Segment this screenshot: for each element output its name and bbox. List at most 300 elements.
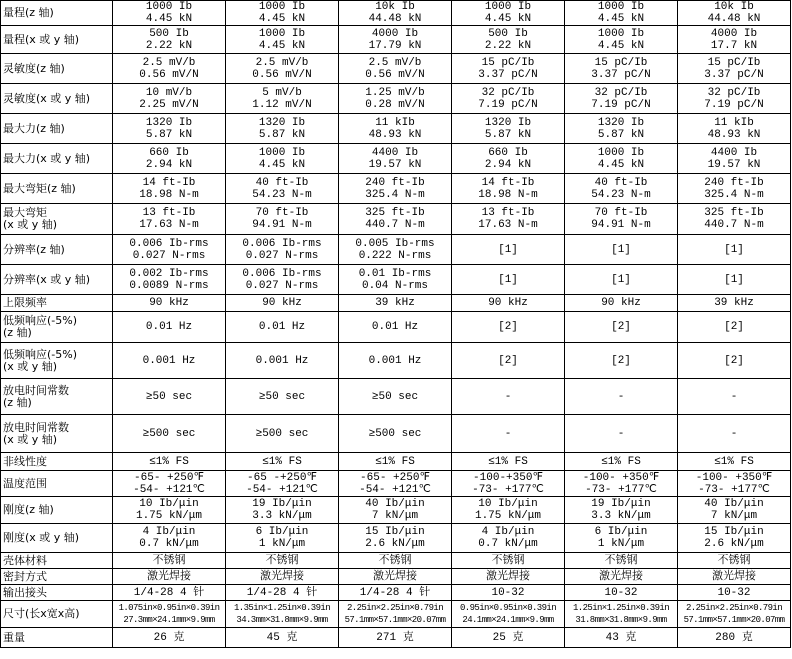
table-cell: [226, 144, 339, 174]
table-cell: [678, 585, 791, 601]
cell-value-line: 10-32: [491, 586, 525, 599]
cell-value-line: 40 Ib/μin: [704, 498, 764, 510]
row-label-line: 放电时间常数: [3, 383, 69, 397]
table-row: [1, 174, 791, 204]
cell-value-line: 3.37 pC/N: [591, 68, 651, 81]
cell-value-line: 325 ft-Ib: [704, 207, 764, 219]
cell-value-line: 1320 Ib: [258, 116, 306, 129]
row-label: [1, 453, 113, 471]
table-row: [1, 114, 791, 144]
cell-value-line: 19.57 kN: [368, 158, 422, 171]
table-cell: [226, 471, 339, 497]
table-cell: [113, 569, 226, 585]
cell-value-line: 18.98 N-m: [478, 188, 538, 201]
cell-value-line: 6 Ib/μin: [255, 526, 309, 538]
cell-value-line: 94.91 N-m: [591, 219, 651, 231]
cell-value-line: 0.002 Ib-rms: [129, 267, 209, 280]
table-cell: [678, 601, 791, 628]
row-label-line: 放电时间常数: [3, 420, 69, 434]
row-label-line: 刚度(z 轴): [3, 503, 54, 516]
cell-value-line: [2]: [611, 354, 631, 367]
cell-value-line: [2]: [611, 321, 631, 333]
cell-value-line: 1/4-28 4 针: [359, 586, 431, 599]
cell-value-line: 44.48 kN: [707, 13, 761, 25]
specification-table-body: [1, 1, 791, 648]
cell-value-line: 3.37 pC/N: [478, 68, 538, 81]
cell-value-line: 325 ft-Ib: [365, 207, 425, 219]
table-row: [1, 312, 791, 343]
table-cell: [226, 569, 339, 585]
table-cell: [113, 84, 226, 114]
row-label: [1, 174, 113, 204]
table-cell: [678, 497, 791, 524]
cell-value-line: 4.45 kN: [597, 158, 645, 171]
cell-value-line: ≥50 sec: [258, 390, 306, 403]
cell-value-line: 2.25in×2.25in×0.79in: [346, 603, 444, 613]
row-label-line: 刚度(x 或 y 轴): [3, 531, 80, 544]
cell-value-line: 271 克: [376, 631, 414, 644]
cell-value-line: 31.8mm×31.8mm×9.9mm: [575, 615, 667, 625]
table-cell: [113, 415, 226, 453]
table-cell: [339, 628, 452, 648]
table-cell: [339, 84, 452, 114]
table-row: [1, 265, 791, 295]
table-cell: [226, 524, 339, 553]
row-label-line: 壳体材料: [3, 553, 47, 567]
table-cell: [113, 471, 226, 497]
table-cell: [226, 84, 339, 114]
cell-value-line: 17.63 N-m: [478, 219, 538, 231]
row-label: [1, 26, 113, 54]
cell-value-line: 90 kHz: [149, 297, 189, 309]
cell-value-line: 1000 Ib: [258, 27, 306, 40]
cell-value-line: 2.25 mV/N: [139, 98, 199, 111]
table-cell: [113, 497, 226, 524]
cell-value-line: 11 kIb: [375, 116, 415, 129]
cell-value-line: 1000 Ib: [597, 1, 645, 13]
cell-value-line: -: [504, 390, 512, 403]
cell-value-line: 2.6 kN/μm: [365, 538, 425, 550]
table-cell: [452, 312, 565, 343]
cell-value-line: 26 克: [153, 631, 185, 644]
cell-value-line: ≥500 sec: [368, 427, 422, 440]
cell-value-line: 19 Ib/μin: [591, 498, 651, 510]
cell-value-line: -73- +177℃: [698, 483, 770, 496]
cell-value-line: 2.6 kN/μm: [704, 538, 764, 550]
cell-value-line: 不锈钢: [604, 554, 638, 567]
cell-value-line: 44.48 kN: [368, 13, 422, 25]
table-cell: [226, 265, 339, 295]
row-label-line: 密封方式: [3, 569, 47, 583]
table-cell: [226, 585, 339, 601]
table-cell: [565, 26, 678, 54]
cell-value-line: 1.25in×1.25in×0.39in: [572, 603, 670, 613]
table-cell: [565, 553, 678, 569]
row-label: [1, 471, 113, 497]
table-cell: [452, 204, 565, 235]
row-label: [1, 343, 113, 379]
table-cell: [678, 628, 791, 648]
table-row: [1, 471, 791, 497]
cell-value-line: 90 kHz: [262, 297, 302, 309]
table-cell: [452, 265, 565, 295]
cell-value-line: [2]: [724, 354, 744, 367]
cell-value-line: -54- +121℃: [359, 483, 431, 496]
cell-value-line: [2]: [498, 354, 518, 367]
cell-value-line: 13 ft-Ib: [481, 207, 535, 219]
cell-value-line: 40 ft-Ib: [255, 176, 309, 189]
table-cell: [678, 1, 791, 26]
cell-value-line: 激光焊接: [486, 570, 530, 583]
cell-value-line: 5.87 kN: [145, 128, 193, 141]
cell-value-line: 不锈钢: [491, 554, 525, 567]
table-cell: [339, 553, 452, 569]
cell-value-line: 7.19 pC/N: [478, 98, 538, 111]
cell-value-line: 0.01 Hz: [371, 321, 419, 333]
cell-value-line: 0.28 mV/N: [365, 98, 425, 111]
cell-value-line: 激光焊接: [712, 570, 756, 583]
table-cell: [678, 295, 791, 312]
row-label: [1, 1, 113, 26]
cell-value-line: 660 Ib: [149, 146, 189, 159]
cell-value-line: 2.5 mV/b: [368, 56, 422, 69]
table-cell: [565, 235, 678, 265]
cell-value-line: 6 Ib/μin: [594, 526, 648, 538]
row-label: [1, 601, 113, 628]
cell-value-line: 1/4-28 4 针: [246, 586, 318, 599]
cell-value-line: 0.001 Hz: [368, 354, 422, 367]
cell-value-line: 4.45 kN: [597, 13, 645, 25]
cell-value-line: 1.75 kN/μm: [135, 510, 202, 522]
table-cell: [226, 1, 339, 26]
table-cell: [678, 54, 791, 84]
cell-value-line: 不锈钢: [717, 554, 751, 567]
table-cell: [339, 585, 452, 601]
table-cell: [113, 628, 226, 648]
table-cell: [113, 601, 226, 628]
cell-value-line: 440.7 N-m: [704, 219, 764, 231]
table-cell: [113, 174, 226, 204]
table-cell: [452, 235, 565, 265]
table-cell: [452, 379, 565, 415]
cell-value-line: 13 ft-Ib: [142, 207, 196, 219]
cell-value-line: 1.12 mV/N: [252, 98, 312, 111]
cell-value-line: 激光焊接: [147, 570, 191, 583]
table-cell: [452, 26, 565, 54]
cell-value-line: 500 Ib: [488, 27, 528, 40]
cell-value-line: 1.35in×1.25in×0.39in: [233, 603, 331, 613]
table-row: [1, 569, 791, 585]
cell-value-line: [1]: [724, 273, 744, 286]
row-label: [1, 585, 113, 601]
cell-value-line: 325.4 N-m: [365, 188, 425, 201]
row-label: [1, 524, 113, 553]
cell-value-line: 90 kHz: [488, 297, 528, 309]
table-cell: [113, 144, 226, 174]
cell-value-line: -54- +121℃: [246, 483, 318, 496]
cell-value-line: 15 pC/Ib: [707, 56, 761, 69]
row-label-line: 灵敏度(x 或 y 轴): [3, 91, 91, 105]
table-cell: [339, 601, 452, 628]
cell-value-line: 2.94 kN: [145, 158, 193, 171]
cell-value-line: 500 Ib: [149, 27, 189, 40]
table-row: [1, 628, 791, 648]
cell-value-line: 3.3 kN/μm: [591, 510, 651, 522]
cell-value-line: 不锈钢: [152, 554, 186, 567]
cell-value-line: 1320 Ib: [145, 116, 193, 129]
cell-value-line: 4.45 kN: [258, 158, 306, 171]
table-cell: [113, 1, 226, 26]
table-cell: [339, 26, 452, 54]
cell-value-line: 15 Ib/μin: [704, 526, 764, 538]
table-cell: [678, 144, 791, 174]
table-cell: [226, 628, 339, 648]
cell-value-line: 2.25in×2.25in×0.79in: [685, 603, 783, 613]
cell-value-line: 4400 Ib: [371, 146, 419, 159]
table-cell: [226, 553, 339, 569]
table-cell: [226, 54, 339, 84]
cell-value-line: 40 ft-Ib: [594, 176, 648, 189]
table-row: [1, 601, 791, 628]
table-cell: [678, 84, 791, 114]
cell-value-line: -73- +177℃: [472, 483, 544, 496]
cell-value-line: [1]: [498, 273, 518, 286]
table-cell: [452, 174, 565, 204]
row-label: [1, 295, 113, 312]
table-cell: [565, 84, 678, 114]
table-cell: [452, 601, 565, 628]
cell-value-line: -54- +121℃: [133, 483, 205, 496]
cell-value-line: -100-+350℉: [473, 471, 543, 484]
table-cell: [339, 379, 452, 415]
cell-value-line: [1]: [498, 243, 518, 256]
table-cell: [452, 54, 565, 84]
cell-value-line: 1320 Ib: [597, 116, 645, 129]
cell-value-line: 0.95in×0.95in×0.39in: [459, 603, 557, 613]
cell-value-line: 0.027 N-rms: [132, 249, 206, 262]
table-cell: [565, 415, 678, 453]
cell-value-line: 0.006 Ib-rms: [242, 237, 322, 250]
table-cell: [226, 343, 339, 379]
cell-value-line: 2.5 mV/b: [142, 56, 196, 69]
cell-value-line: 19 Ib/μin: [252, 498, 312, 510]
table-cell: [113, 524, 226, 553]
cell-value-line: 0.56 mV/N: [365, 68, 425, 81]
cell-value-line: 7 kN/μm: [371, 510, 419, 522]
cell-value-line: [1]: [611, 273, 631, 286]
cell-value-line: 1.075in×0.95in×0.39in: [118, 603, 220, 613]
table-cell: [339, 204, 452, 235]
table-cell: [678, 26, 791, 54]
cell-value-line: 1000 Ib: [145, 1, 193, 13]
row-label-line: 最大力(z 轴): [3, 121, 65, 135]
row-label-line: (z 轴): [3, 326, 32, 339]
table-cell: [339, 54, 452, 84]
cell-value-line: 7.19 pC/N: [704, 98, 764, 111]
cell-value-line: 17.79 kN: [368, 39, 422, 52]
cell-value-line: 0.01 Hz: [258, 321, 306, 333]
cell-value-line: 0.027 N-rms: [245, 249, 319, 262]
table-cell: [226, 379, 339, 415]
table-row: [1, 453, 791, 471]
table-row: [1, 144, 791, 174]
cell-value-line: 14 ft-Ib: [481, 176, 535, 189]
table-cell: [678, 524, 791, 553]
cell-value-line: -65- +250℉: [134, 471, 204, 484]
cell-value-line: 10k Ib: [714, 1, 754, 13]
row-label: [1, 569, 113, 585]
row-label-line: 尺寸(长x宽x高): [3, 607, 80, 620]
table-cell: [565, 628, 678, 648]
table-cell: [565, 174, 678, 204]
table-cell: [339, 453, 452, 471]
cell-value-line: 0.7 kN/μm: [478, 538, 538, 550]
table-cell: [113, 54, 226, 84]
cell-value-line: 4.45 kN: [484, 13, 532, 25]
cell-value-line: 70 ft-Ib: [255, 207, 309, 219]
cell-value-line: 1000 Ib: [258, 1, 306, 13]
cell-value-line: 325.4 N-m: [704, 188, 764, 201]
row-label-line: 温度范围: [3, 476, 47, 490]
cell-value-line: -: [504, 427, 512, 440]
cell-value-line: ≤1% FS: [149, 455, 189, 468]
cell-value-line: 19.57 kN: [707, 158, 761, 171]
cell-value-line: 34.3mm×31.8mm×9.9mm: [236, 615, 328, 625]
table-row: [1, 235, 791, 265]
cell-value-line: 4.45 kN: [258, 13, 306, 25]
table-cell: [678, 379, 791, 415]
table-cell: [678, 235, 791, 265]
table-cell: [678, 553, 791, 569]
row-label-line: 输出接头: [3, 585, 47, 599]
cell-value-line: 17.7 kN: [710, 39, 758, 52]
row-label-line: 分辨率(z 轴): [3, 242, 65, 256]
cell-value-line: ≥50 sec: [145, 390, 193, 403]
cell-value-line: 15 pC/Ib: [594, 56, 648, 69]
cell-value-line: 激光焊接: [599, 570, 643, 583]
cell-value-line: 2.22 kN: [145, 39, 193, 52]
row-label-line: 上限频率: [3, 296, 47, 309]
cell-value-line: 0.7 kN/μm: [139, 538, 199, 550]
table-cell: [113, 26, 226, 54]
table-cell: [226, 601, 339, 628]
row-label-line: 量程(z 轴): [3, 6, 54, 19]
table-cell: [113, 265, 226, 295]
table-cell: [452, 84, 565, 114]
cell-value-line: 10 Ib/μin: [139, 498, 199, 510]
cell-value-line: 0.001 Hz: [255, 354, 309, 367]
table-cell: [452, 415, 565, 453]
cell-value-line: 10-32: [604, 586, 638, 599]
row-label-line: 分辨率(x 或 y 轴): [3, 272, 91, 286]
table-cell: [113, 453, 226, 471]
table-cell: [678, 569, 791, 585]
cell-value-line: 0.005 Ib-rms: [355, 237, 435, 250]
table-cell: [565, 497, 678, 524]
table-cell: [565, 204, 678, 235]
table-cell: [565, 585, 678, 601]
table-cell: [565, 295, 678, 312]
table-row: [1, 204, 791, 235]
cell-value-line: 40 Ib/μin: [365, 498, 425, 510]
cell-value-line: -: [730, 427, 738, 440]
table-cell: [339, 114, 452, 144]
row-label: [1, 114, 113, 144]
cell-value-line: 240 ft-Ib: [704, 176, 764, 189]
table-row: [1, 497, 791, 524]
cell-value-line: -: [617, 427, 625, 440]
cell-value-line: 27.3mm×24.1mm×9.9mm: [123, 615, 215, 625]
table-cell: [452, 114, 565, 144]
cell-value-line: 660 Ib: [488, 146, 528, 159]
cell-value-line: ≥500 sec: [255, 427, 309, 440]
row-label: [1, 415, 113, 453]
table-cell: [678, 265, 791, 295]
row-label-line: (x 或 y 轴): [3, 432, 58, 446]
cell-value-line: ≤1% FS: [375, 455, 415, 468]
cell-value-line: ≥500 sec: [142, 427, 196, 440]
table-cell: [113, 295, 226, 312]
cell-value-line: 32 pC/Ib: [594, 86, 648, 99]
table-cell: [339, 144, 452, 174]
row-label-line: 灵敏度(z 轴): [3, 61, 65, 75]
cell-value-line: 10 mV/b: [145, 86, 193, 99]
table-cell: [339, 524, 452, 553]
cell-value-line: ≤1% FS: [601, 455, 641, 468]
table-cell: [565, 601, 678, 628]
cell-value-line: 45 克: [266, 631, 298, 644]
cell-value-line: 2.94 kN: [484, 158, 532, 171]
cell-value-line: 57.1mm×57.1mm×20.07mm: [683, 615, 785, 625]
cell-value-line: 54.23 N-m: [252, 188, 312, 201]
cell-value-line: [1]: [724, 243, 744, 256]
table-cell: [113, 235, 226, 265]
cell-value-line: -73- +177℃: [585, 483, 657, 496]
cell-value-line: 17.63 N-m: [139, 219, 199, 231]
table-cell: [339, 415, 452, 453]
cell-value-line: 1.25 mV/b: [365, 86, 425, 99]
cell-value-line: 4.45 kN: [597, 39, 645, 52]
cell-value-line: 5.87 kN: [597, 128, 645, 141]
cell-value-line: 0.56 mV/N: [139, 68, 199, 81]
row-label: [1, 54, 113, 84]
cell-value-line: ≤1% FS: [714, 455, 754, 468]
table-cell: [339, 312, 452, 343]
table-cell: [226, 295, 339, 312]
cell-value-line: 4000 Ib: [371, 27, 419, 40]
table-cell: [565, 265, 678, 295]
table-cell: [452, 471, 565, 497]
table-cell: [339, 569, 452, 585]
table-row: [1, 524, 791, 553]
cell-value-line: 5.87 kN: [484, 128, 532, 141]
table-cell: [678, 415, 791, 453]
cell-value-line: 15 pC/Ib: [481, 56, 535, 69]
cell-value-line: 4400 Ib: [710, 146, 758, 159]
cell-value-line: 0.001 Hz: [142, 354, 196, 367]
table-row: [1, 84, 791, 114]
table-cell: [678, 343, 791, 379]
row-label: [1, 235, 113, 265]
cell-value-line: 48.93 kN: [707, 128, 761, 141]
cell-value-line: 1/4-28 4 针: [133, 586, 205, 599]
table-cell: [678, 174, 791, 204]
table-cell: [226, 497, 339, 524]
table-cell: [452, 295, 565, 312]
row-label-line: 低频响应(-5%): [3, 314, 78, 327]
table-cell: [226, 174, 339, 204]
table-cell: [339, 497, 452, 524]
